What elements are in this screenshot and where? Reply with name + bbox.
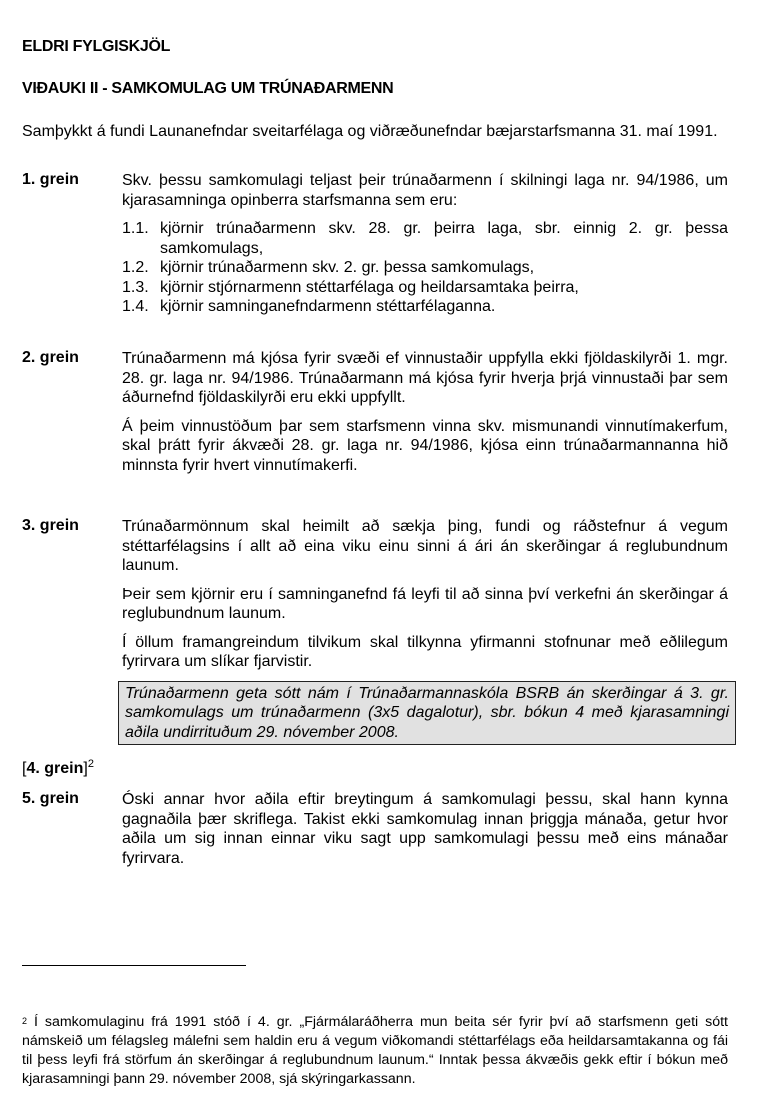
footnote-divider bbox=[22, 965, 246, 966]
footnote-marker: 2 bbox=[22, 1016, 28, 1026]
article-3 bbox=[22, 517, 728, 745]
article-label: 2. grein bbox=[22, 349, 79, 366]
section-title: ELDRI FYLGISKJÖL bbox=[22, 38, 171, 55]
article-5 bbox=[22, 790, 728, 877]
article-paragraph: Trúnaðarmenn má kjósa fyrir svæði ef vinnustaðir uppfylla ekki fjöldaskilyrði 1. mgr. 28. gr. laga nr. 94/1986. Trúnaðarmann má kjósa fyrir hverja þrjá vinnustaði þar sem áðurnefnd fjöldaskilyrði eru ekki uppfyllt. bbox=[122, 350, 728, 406]
article-2 bbox=[22, 349, 728, 484]
article-list bbox=[122, 219, 728, 317]
list-item: 1.4. kjörnir samninganefndarmenn stéttarfélaganna. bbox=[122, 298, 496, 315]
appendix-title: VIÐAUKI II - SAMKOMULAG UM TRÚNAÐARMENN bbox=[22, 80, 394, 97]
article-paragraph: Trúnaðarmönnum skal heimilt að sækja þing, fundi og ráðstefnur á vegum stéttarfélagsins í allt að eina viku einu sinni á ári án skerðingar á reglubundnum launum. bbox=[122, 518, 728, 574]
footnote bbox=[22, 1012, 728, 1089]
article-paragraph: Í öllum framangreindum tilvikum skal tilkynna yfirmanni stofnunar með eðlilegum fyrirvara um slíkar fjarvistir. bbox=[122, 633, 728, 670]
article-1 bbox=[22, 171, 728, 317]
article-label: 3. grein bbox=[22, 517, 79, 534]
intro-paragraph: Samþykkt á fundi Launanefndar sveitarfélaga og viðræðunefndar bæjarstarfsmanna 31. maí 1991. bbox=[22, 123, 718, 140]
list-item: 1.3. kjörnir stjórnarmenn stéttarfélaga og heildarsamtaka þeirra, bbox=[122, 278, 579, 296]
footnote-reference[interactable]: 2 bbox=[87, 758, 94, 770]
article-paragraph: Þeir sem kjörnir eru í samninganefnd fá leyfi til að sinna því verkefni án skerðingar á reglubundnum launum. bbox=[122, 585, 728, 622]
article-label: 4. grein bbox=[26, 760, 84, 777]
article-paragraph: Á þeim vinnustöðum þar sem starfsmenn vinna skv. mismunandi vinnutímakerfum, skal þrátt fyrir ákvæði 28. gr. laga nr. 94/1986, kjósa einn trúnaðarmannanna hið minnsta fyrir hvert vinnutímakerfi. bbox=[122, 417, 728, 474]
footnote-text: Í samkomulaginu frá 1991 stóð í 4. gr. „Fjármálaráðherra mun beita sér fyrir því að starfsmenn geti sótt námskeið um félagsleg málefni sem haldin eru á vegum viðkomandi stéttarfélags eða heildarsamtakanna og fái til þess leyfi frá störfum án skerðingar á reglubundnum launum.“ Inntak þessa ákvæðis gekk eftir í bókun með kjarasamningi þann 29. nóvember 2008, sjá skýringarkassann. bbox=[22, 1014, 728, 1087]
article-label: 5. grein bbox=[22, 790, 79, 807]
article-4: [4. grein]$^2$ bbox=[22, 758, 94, 777]
explanation-box: Trúnaðarmenn geta sótt nám í Trúnaðarmannaskóla BSRB án skerðingar á 3. gr. samkomulags um trúnaðarmenn (3x5 dagalotur), sbr. bókun 4 með kjarasamningi aðila undirrituðum 29. nóvember 2008. bbox=[118, 681, 736, 746]
list-item: 1.2. kjörnir trúnaðarmenn skv. 2. gr. þessa samkomulags, bbox=[122, 259, 535, 276]
article-label: 1. grein bbox=[22, 171, 79, 188]
article-text: Óski annar hvor aðila eftir breytingum á samkomulagi þessu, skal hann kynna gagnaðila þær skriflega. Takist ekki samkomulag innan þriggja mánaða, getur hvor aðila um sig innan einnar viku sagt upp samkomulagi þessu með eins mánaðar fyrirvara. bbox=[122, 791, 728, 867]
list-item: 1.1. kjörnir trúnaðarmenn skv. 28. gr. þeirra laga, sbr. einnig 2. gr. þessa samkomulags, bbox=[122, 220, 728, 257]
article-text: Skv. þessu samkomulagi teljast þeir trúnaðarmenn í skilningi laga nr. 94/1986, um kjarasamninga opinberra starfsmanna sem eru: bbox=[122, 172, 728, 209]
